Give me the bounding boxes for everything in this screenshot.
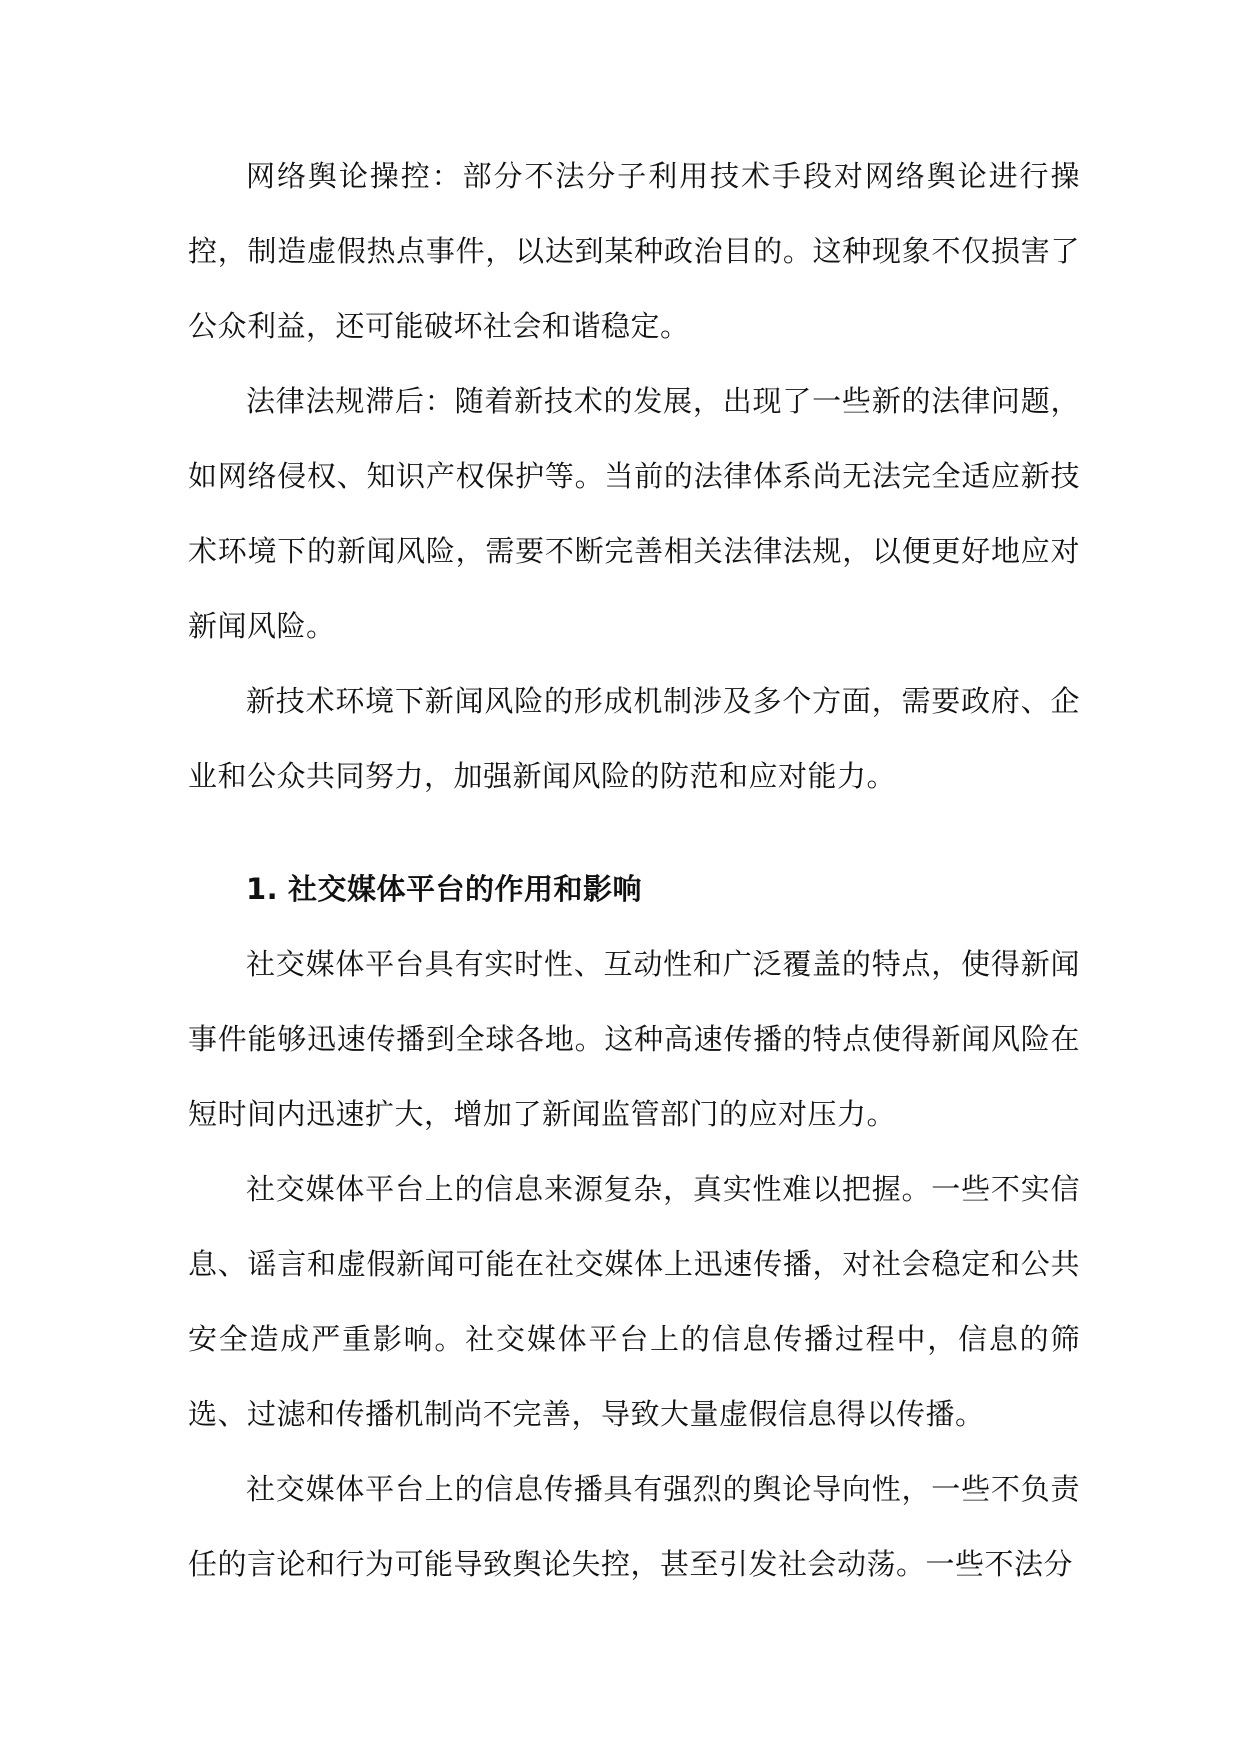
paragraph-law-lag: 法律法规滞后：随着新技术的发展，出现了一些新的法律问题，如网络侵权、知识产权保护等。当前的法律体系尚无法完全适应新技术环境下的新闻风险，需要不断完善相关法律法规，以便更好地应对新闻风险。 [188, 384, 1080, 643]
page-body [188, 139, 1080, 1602]
section-heading [188, 852, 1080, 927]
section-number: 1. [246, 872, 279, 906]
paragraph-social-media-credibility: 社交媒体平台上的信息来源复杂，真实性难以把握。一些不实信息、谣言和虚假新闻可能在社交媒体上迅速传播，对社会稳定和公共安全造成严重影响。社交媒体平台上的信息传播过程中，信息的筛选、过滤和传播机制尚不完善，导致大量虚假信息得以传播。 [188, 1172, 1080, 1431]
paragraph-social-media-speed: 社交媒体平台具有实时性、互动性和广泛覆盖的特点，使得新闻事件能够迅速传播到全球各地。这种高速传播的特点使得新闻风险在短时间内迅速扩大，增加了新闻监管部门的应对压力。 [188, 947, 1080, 1131]
paragraph-risk-mechanism-summary: 新技术环境下新闻风险的形成机制涉及多个方面，需要政府、企业和公众共同努力，加强新闻风险的防范和应对能力。 [188, 684, 1080, 793]
paragraph-social-media-opinion: 社交媒体平台上的信息传播具有强烈的舆论导向性，一些不负责任的言论和行为可能导致舆论失控，甚至引发社会动荡。一些不法分 [188, 1472, 1080, 1581]
paragraph-opinion-manipulation: 网络舆论操控：部分不法分子利用技术手段对网络舆论进行操控，制造虚假热点事件，以达到某种政治目的。这种现象不仅损害了公众利益，还可能破坏社会和谐稳定。 [188, 159, 1080, 343]
section-title: 社交媒体平台的作用和影响 [288, 872, 643, 906]
